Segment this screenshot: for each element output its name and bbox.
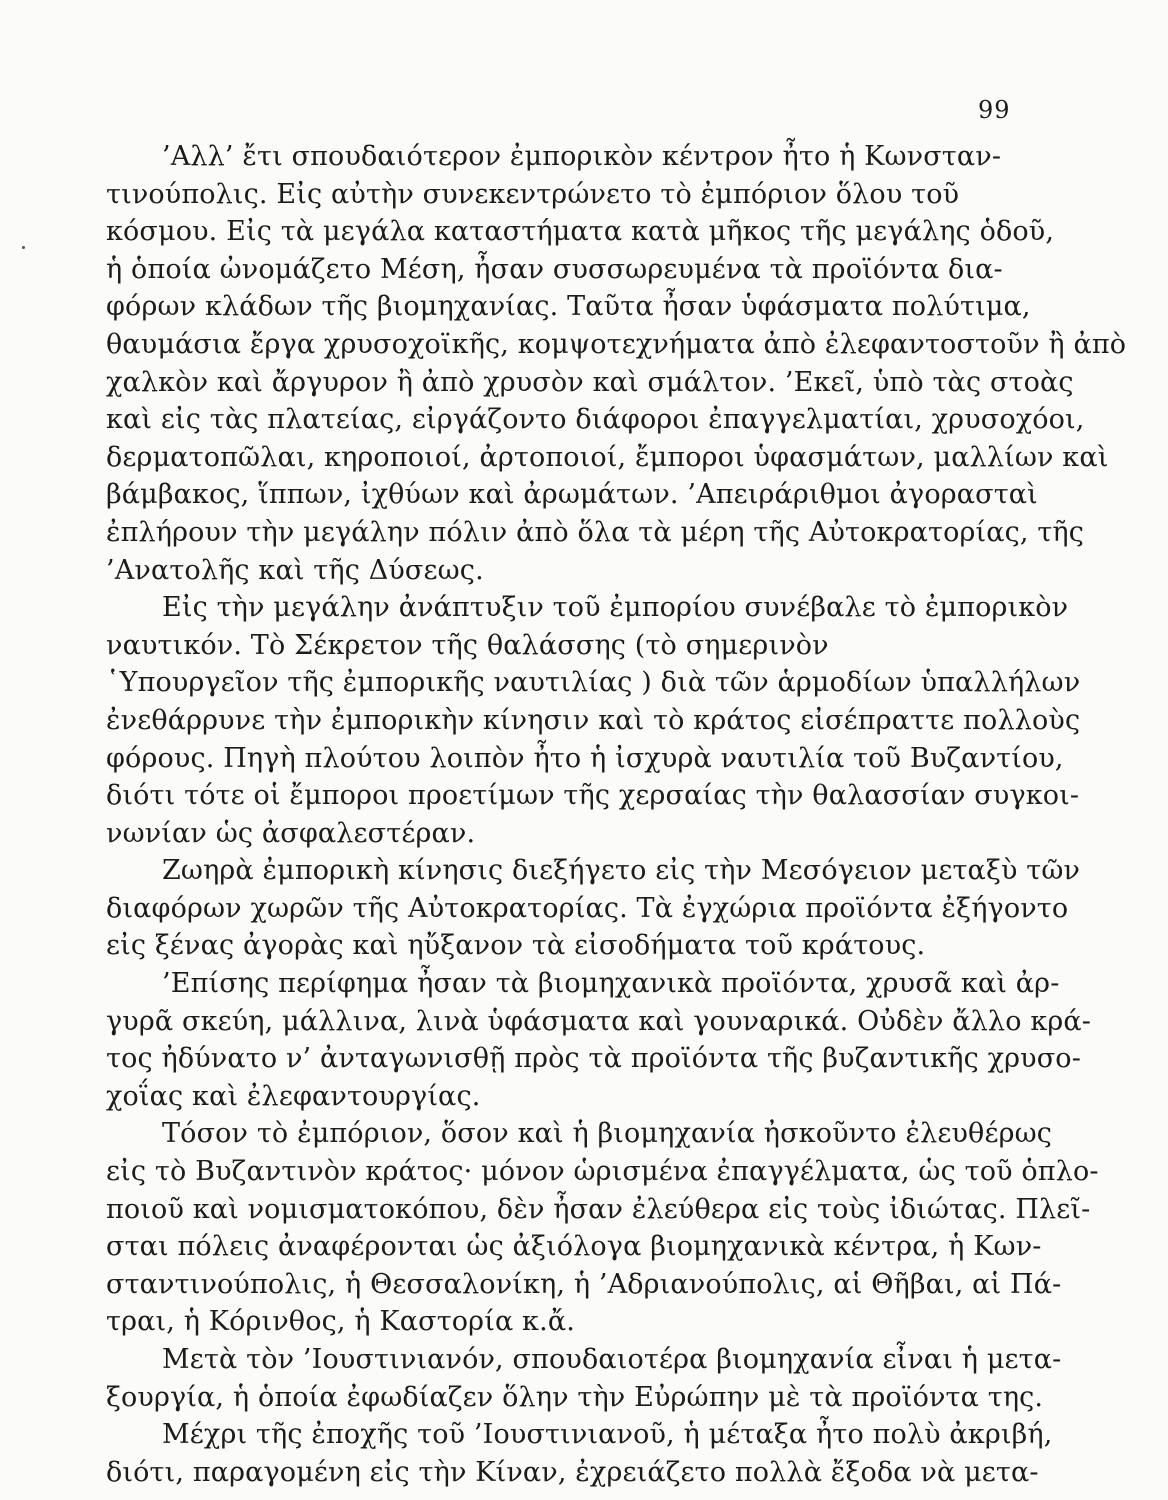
text-line: ’Αλλ’ ἔτι σπουδαιότερον ἐμπορικὸν κέντρον ἦτο ἡ Κωνσταν-	[162, 141, 1002, 172]
text-line: νωνίαν ὡς ἀσφαλεστέραν.	[106, 817, 476, 849]
text-line: Εἰς τὴν μεγάλην ἀνάπτυξιν τοῦ ἐμπορίου συνέβαλε τὸ ἐμπορικὸν	[162, 592, 1069, 624]
text-line: εἰς ξένας ἀγορὰς καὶ ηὔξανον τὰ εἰσοδήματα τοῦ κράτους.	[106, 930, 926, 962]
text-line: ἡ ὁποία ὠνομάζετο Μέση, ἦσαν συσσωρευμένα τὰ προϊόντα δια-	[106, 253, 1003, 285]
text-line: ἐνεθάρρυνε τὴν ἐμπορικὴν κίνησιν καὶ τὸ κράτος εἰσέπραττε πολλοὺς	[106, 704, 1081, 736]
text-line: Μέχρι τῆς ἐποχῆς τοῦ ’Ιουστινιανοῦ, ἡ μέταξα ἦτο πολὺ ἀκριβή,	[162, 1419, 1053, 1451]
text-line: φόρων κλάδων τῆς βιομηχανίας. Ταῦτα ἦσαν ὑφάσματα πολύτιμα,	[106, 291, 1031, 323]
text-line: θαυμάσια ἔργα χρυσοχοϊκῆς, κομψοτεχνήματα ἀπὸ ἐλεφαντοστοῦν ἢ ἀπὸ	[106, 328, 1127, 360]
page-number: 99	[978, 96, 1011, 124]
text-line: ναυτικόν. Τὸ Σέκρετον τῆς θαλάσσης (τὸ σημερινὸν	[106, 629, 829, 661]
text-line: φόρους. Πηγὴ πλούτου λοιπὸν ἦτο ἡ ἰσχυρὰ ναυτιλία τοῦ Βυζαντίου,	[106, 742, 1064, 774]
text-line: ποιοῦ καὶ νομισματοκόπου, δὲν ἦσαν ἐλεύθερα εἰς τοὺς ἰδιώτας. Πλεῖ-	[106, 1193, 1091, 1225]
text-line: καὶ εἰς τὰς πλατείας, εἰργάζοντο διάφοροι ἐπαγγελματίαι, χρυσοχόοι,	[106, 404, 1085, 436]
text-line: ’Ανατολῆς καὶ τῆς Δύσεως.	[106, 554, 484, 586]
body-text	[106, 138, 1127, 1491]
text-line: Ζωηρὰ ἐμπορικὴ κίνησις διεξήγετο εἰς τὴν Μεσόγειον μεταξὺ τῶν	[162, 855, 1081, 887]
text-line: σται πόλεις ἀναφέρονται ὡς ἀξιόλογα βιομηχανικὰ κέντρα, ἡ Κων-	[106, 1231, 1042, 1263]
text-line: γυρᾶ σκεύη, μάλλινα, λινὰ ὑφάσματα καὶ γουναρικά. Οὐδὲν ἄλλο κρά-	[106, 1005, 1092, 1037]
text-line: χοΐας καὶ ἐλεφαντουργίας.	[106, 1080, 481, 1112]
text-line: ῾Υπουργεῖον τῆς ἐμπορικῆς ναυτιλίας ) διὰ τῶν ἁρμοδίων ὑπαλλήλων	[106, 667, 1081, 699]
text-line: χαλκὸν καὶ ἄργυρον ἢ ἀπὸ χρυσὸν καὶ σμάλτον. ’Εκεῖ, ὑπὸ τὰς στοὰς	[106, 366, 1074, 398]
text-line: δερματοπῶλαι, κηροποιοί, ἀρτοποιοί, ἔμποροι ὑφασμάτων, μαλλίων καὶ	[106, 441, 1109, 473]
text-line: διότι, παραγομένη εἰς τὴν Κίναν, ἐχρειάζετο πολλὰ ἔξοδα νὰ μετα-	[106, 1456, 1039, 1488]
text-line: διότι τότε οἱ ἔμποροι προετίμων τῆς χερσαίας τὴν θαλασσίαν συγκοι-	[106, 780, 1080, 812]
text-line: ’Επίσης περίφημα ἦσαν τὰ βιομηχανικὰ προϊόντα, χρυσᾶ καὶ ἀρ-	[162, 968, 1060, 1000]
text-line: τος ἠδύνατο ν’ ἀνταγωνισθῇ πρὸς τὰ προϊόντα τῆς βυζαντικῆς χρυσο-	[106, 1043, 1081, 1075]
text-line: Μετὰ τὸν ’Ιουστινιανόν, σπουδαιοτέρα βιομηχανία εἶναι ἡ μετα-	[162, 1344, 1062, 1375]
text-line: κόσμου. Εἰς τὰ μεγάλα καταστήματα κατὰ μῆκος τῆς μεγάλης ὁδοῦ,	[106, 216, 1055, 248]
text-line: Τόσον τὸ ἐμπόριον, ὅσον καὶ ἡ βιομηχανία ἠσκοῦντο ἐλευθέρως	[162, 1118, 1053, 1150]
text-line: ξουργία, ἡ ὁποία ἐφωδίαζεν ὅλην τὴν Εὐρώπην μὲ τὰ προϊόντα της.	[106, 1381, 1044, 1413]
text-line: τινούπολις. Εἰς αὐτὴν συνεκεντρώνετο τὸ ἐμπόριον ὅλου τοῦ	[106, 178, 960, 210]
text-line: εἰς τὸ Βυζαντινὸν κράτος· μόνον ὡρισμένα ἐπαγγέλματα, ὡς τοῦ ὁπλο-	[106, 1156, 1099, 1188]
text-line: σταντινούπολις, ἡ Θεσσαλονίκη, ἡ ’Αδριανούπολις, αἱ Θῆβαι, αἱ Πά-	[106, 1268, 1062, 1300]
text-line: ἐπλήρουν τὴν μεγάλην πόλιν ἀπὸ ὅλα τὰ μέρη τῆς Αὐτοκρατορίας, τῆς	[106, 516, 1085, 548]
text-line: βάμβακος, ἵππων, ἰχθύων καὶ ἀρωμάτων. ’Απειράριθμοι ἀγορασταὶ	[106, 479, 1038, 511]
margin-mark	[22, 246, 25, 249]
text-line: τραι, ἡ Κόρινθος, ἡ Καστορία κ.ἄ.	[106, 1306, 575, 1338]
text-line: διαφόρων χωρῶν τῆς Αὐτοκρατορίας. Τὰ ἐγχώρια προϊόντα ἐξήγοντο	[106, 892, 1069, 924]
